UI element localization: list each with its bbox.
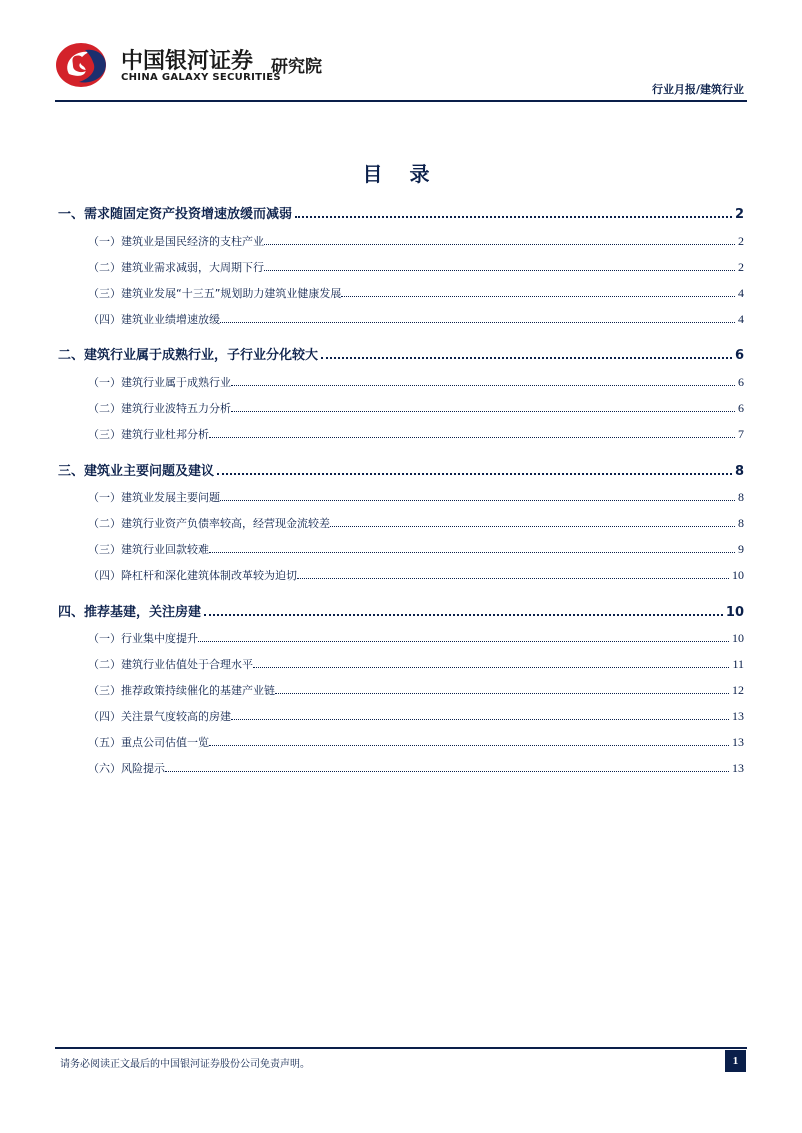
toc-entry-label: （六）风险提示 (88, 762, 165, 775)
toc-entry-page: 10 (732, 568, 744, 582)
toc-entry-label: （二）建筑行业波特五力分析 (88, 402, 231, 415)
toc-entry-label: （四）降杠杆和深化建筑体制改革较为迫切 (88, 569, 297, 582)
toc-entry-page: 4 (738, 286, 744, 300)
toc-subsection-entry[interactable] (58, 511, 744, 531)
toc-subsection-entry[interactable] (58, 756, 744, 776)
toc-entry-page: 10 (732, 631, 744, 645)
toc-dot-leader (297, 578, 729, 579)
toc-subsection-entry[interactable] (58, 229, 744, 249)
toc-entry-label: （二）建筑行业估值处于合理水平 (88, 658, 253, 671)
toc-subsection-entry[interactable] (58, 281, 744, 301)
footer-disclaimer: 请务必阅读正文最后的中国银河证券股份公司免责声明。 (60, 1059, 310, 1070)
toc-entry-page: 2 (734, 207, 744, 222)
toc-dot-leader (264, 270, 735, 271)
toc-entry-page: 13 (732, 761, 744, 775)
toc-entry-label: （三）建筑业发展“十三五”规划助力建筑业健康发展 (88, 287, 342, 300)
toc-entry-page: 6 (734, 348, 744, 363)
toc-subsection-entry[interactable] (58, 652, 744, 672)
toc-entry-page: 6 (738, 401, 744, 415)
toc-dot-leader (165, 771, 729, 772)
toc-dot-leader (253, 667, 729, 668)
toc-entry-page: 11 (732, 657, 744, 671)
toc-dot-leader (209, 745, 729, 746)
toc-section-entry[interactable] (58, 600, 744, 620)
toc-subsection-entry[interactable] (58, 370, 744, 390)
toc-dot-leader (275, 693, 729, 694)
toc-dot-leader (321, 357, 732, 359)
toc-dot-leader (231, 719, 729, 720)
toc-entry-label: （一）建筑行业属于成熟行业 (88, 376, 231, 389)
toc-entry-page: 13 (732, 735, 744, 749)
toc-entry-label: 二、建筑行业属于成熟行业，子行业分化较大 (58, 348, 319, 363)
toc-dot-leader (220, 322, 735, 323)
header-divider (55, 100, 747, 102)
toc-entry-page: 8 (734, 464, 744, 479)
toc-subsection-entry[interactable] (58, 396, 744, 416)
toc-dot-leader (330, 526, 735, 527)
toc-subsection-entry[interactable] (58, 422, 744, 442)
toc-entry-label: （五）重点公司估值一览 (88, 736, 209, 749)
toc-subsection-entry[interactable] (58, 563, 744, 583)
toc-entry-label: 一、需求随固定资产投资增速放缓而减弱 (58, 207, 293, 222)
toc-subsection-entry[interactable] (58, 307, 744, 327)
brand-name-cn: 中国银河证券 (121, 49, 254, 74)
toc-entry-label: （一）行业集中度提升 (88, 632, 198, 645)
toc-subsection-entry[interactable] (58, 678, 744, 698)
toc-subsection-entry[interactable] (58, 485, 744, 505)
toc-entry-label: 三、建筑业主要问题及建议 (58, 464, 215, 479)
galaxy-logo-icon (55, 40, 111, 90)
toc-entry-label: （三）建筑行业杜邦分析 (88, 428, 209, 441)
toc-subsection-entry[interactable] (58, 730, 744, 750)
toc-entry-page: 13 (732, 709, 744, 723)
toc-entry-label: （四）关注景气度较高的房建 (88, 710, 231, 723)
toc-entry-label: （三）建筑行业回款较难 (88, 543, 209, 556)
toc-subsection-entry[interactable] (58, 626, 744, 646)
toc-dot-leader (231, 385, 735, 386)
toc-entry-label: （二）建筑业需求减弱，大周期下行 (88, 261, 264, 274)
toc-entry-page: 8 (738, 516, 744, 530)
toc-section-entry[interactable] (58, 202, 744, 222)
toc-dot-leader (217, 473, 732, 475)
toc-subsection-entry[interactable] (58, 537, 744, 557)
brand-name-en: CHINA GALAXY SECURITIES (121, 72, 281, 83)
toc-dot-leader (209, 552, 735, 553)
toc-subsection-entry[interactable] (58, 255, 744, 275)
toc-dot-leader (341, 296, 735, 297)
toc-entry-page: 9 (738, 542, 744, 556)
toc-entry-page: 2 (738, 234, 744, 248)
toc-entry-label: （一）建筑业发展主要问题 (88, 491, 220, 504)
toc-dot-leader (295, 216, 732, 218)
toc-entry-page: 8 (738, 490, 744, 504)
toc-entry-page: 10 (725, 605, 744, 620)
toc-entry-label: （二）建筑行业资产负债率较高，经营现金流较差 (88, 517, 330, 530)
toc-section-entry[interactable] (58, 459, 744, 479)
toc-dot-leader (198, 641, 729, 642)
toc-entry-page: 12 (732, 683, 744, 697)
toc-entry-label: （三）推荐政策持续催化的基建产业链 (88, 684, 275, 697)
brand-institute: 研究院 (271, 57, 322, 77)
toc-entry-page: 2 (738, 260, 744, 274)
toc-entry-label: （一）建筑业是国民经济的支柱产业 (88, 235, 264, 248)
toc-entry-page: 7 (738, 427, 744, 441)
toc-entry-page: 6 (738, 375, 744, 389)
toc-dot-leader (204, 614, 723, 616)
toc-entry-label: （四）建筑业业绩增速放缓 (88, 313, 220, 326)
toc-dot-leader (209, 437, 735, 438)
toc-title: 目 录 (362, 162, 440, 186)
footer-divider (55, 1047, 747, 1049)
toc-entry-page: 4 (738, 312, 744, 326)
page-number: 1 (725, 1050, 746, 1072)
toc-section-entry[interactable] (58, 343, 744, 363)
toc-dot-leader (231, 411, 735, 412)
toc-dot-leader (220, 500, 735, 501)
toc-subsection-entry[interactable] (58, 704, 744, 724)
toc-entry-label: 四、推荐基建，关注房建 (58, 605, 202, 620)
toc-dot-leader (264, 244, 735, 245)
report-type: 行业月报/建筑行业 (651, 83, 744, 96)
page-header (0, 0, 802, 104)
